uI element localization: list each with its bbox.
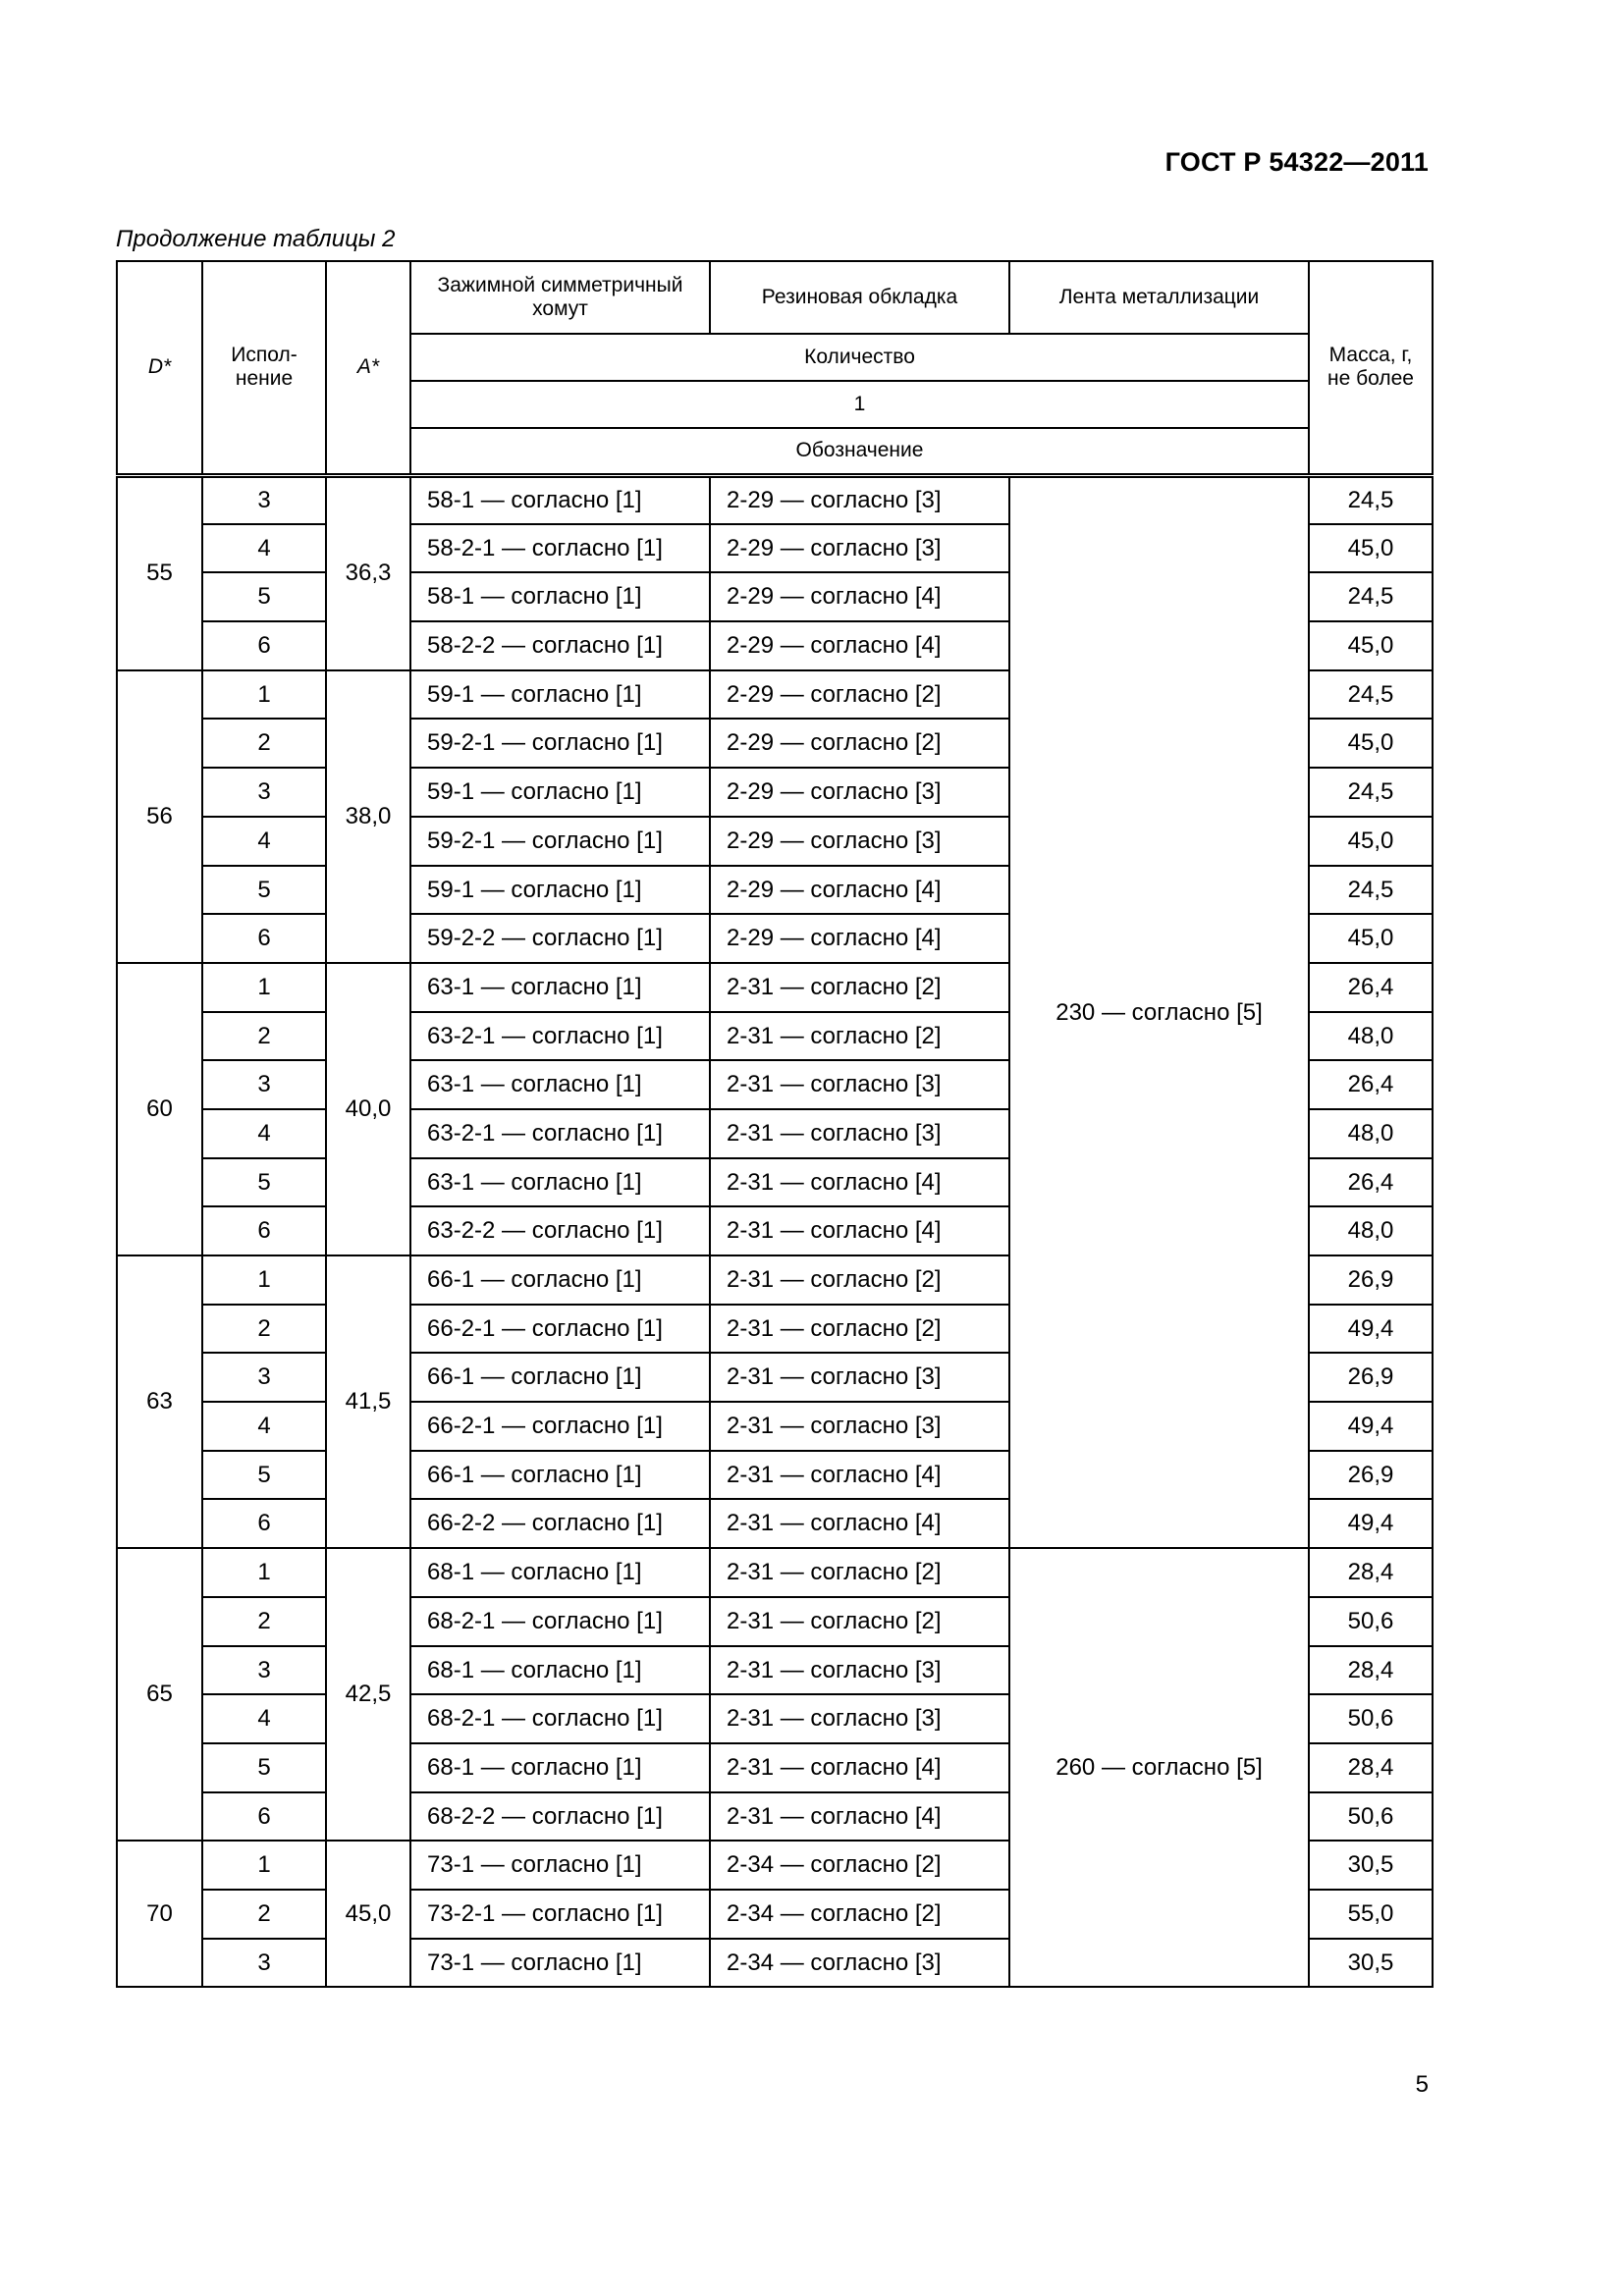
cell-clamp: 73-1 — согласно [1] — [410, 1841, 710, 1890]
cell-version: 3 — [202, 768, 326, 817]
cell-rubber: 2-31 — согласно [2] — [710, 1012, 1009, 1061]
cell-clamp: 59-2-2 — согласно [1] — [410, 914, 710, 963]
document-code: ГОСТ Р 54322—2011 — [1164, 147, 1429, 177]
cell-mass: 24,5 — [1309, 475, 1433, 524]
cell-version: 6 — [202, 1499, 326, 1548]
cell-version: 4 — [202, 524, 326, 573]
cell-version: 5 — [202, 1158, 326, 1207]
cell-clamp: 58-1 — согласно [1] — [410, 475, 710, 524]
cell-rubber: 2-29 — согласно [2] — [710, 719, 1009, 768]
cell-rubber: 2-31 — согласно [2] — [710, 1597, 1009, 1646]
cell-a: 41,5 — [326, 1255, 410, 1548]
cell-mass: 28,4 — [1309, 1548, 1433, 1597]
cell-rubber: 2-31 — согласно [2] — [710, 1255, 1009, 1305]
cell-mass: 26,4 — [1309, 1060, 1433, 1109]
cell-version: 3 — [202, 1353, 326, 1402]
cell-rubber: 2-34 — согласно [3] — [710, 1939, 1009, 1988]
cell-clamp: 66-2-1 — согласно [1] — [410, 1402, 710, 1451]
cell-rubber: 2-31 — согласно [4] — [710, 1499, 1009, 1548]
cell-mass: 30,5 — [1309, 1939, 1433, 1988]
table-row — [117, 475, 1433, 524]
cell-version: 5 — [202, 1743, 326, 1792]
cell-tape: 260 — согласно [5] — [1009, 1548, 1309, 1987]
cell-version: 4 — [202, 1694, 326, 1743]
cell-mass: 50,6 — [1309, 1792, 1433, 1842]
cell-version: 6 — [202, 1206, 326, 1255]
cell-rubber: 2-29 — согласно [4] — [710, 621, 1009, 670]
cell-mass: 48,0 — [1309, 1012, 1433, 1061]
page-number: 5 — [1415, 2071, 1429, 2098]
cell-clamp: 63-1 — согласно [1] — [410, 963, 710, 1012]
cell-rubber: 2-29 — согласно [4] — [710, 572, 1009, 621]
cell-mass: 26,4 — [1309, 1158, 1433, 1207]
cell-mass: 50,6 — [1309, 1694, 1433, 1743]
cell-rubber: 2-31 — согласно [4] — [710, 1743, 1009, 1792]
cell-version: 5 — [202, 1451, 326, 1500]
cell-mass: 48,0 — [1309, 1109, 1433, 1158]
cell-version: 2 — [202, 1597, 326, 1646]
table-row — [117, 1548, 1433, 1597]
cell-mass: 26,9 — [1309, 1255, 1433, 1305]
cell-a: 38,0 — [326, 670, 410, 963]
cell-mass: 49,4 — [1309, 1402, 1433, 1451]
cell-rubber: 2-31 — согласно [4] — [710, 1206, 1009, 1255]
cell-clamp: 66-1 — согласно [1] — [410, 1451, 710, 1500]
cell-clamp: 66-1 — согласно [1] — [410, 1255, 710, 1305]
cell-version: 5 — [202, 572, 326, 621]
cell-version: 6 — [202, 1792, 326, 1842]
table-caption: Продолжение таблицы 2 — [116, 226, 396, 252]
cell-rubber: 2-34 — согласно [2] — [710, 1841, 1009, 1890]
cell-rubber: 2-29 — согласно [4] — [710, 914, 1009, 963]
cell-clamp: 68-2-1 — согласно [1] — [410, 1597, 710, 1646]
cell-a: 36,3 — [326, 475, 410, 670]
header-d: D* — [117, 261, 202, 475]
cell-clamp: 59-2-1 — согласно [1] — [410, 719, 710, 768]
cell-a: 42,5 — [326, 1548, 410, 1841]
cell-tape: 230 — согласно [5] — [1009, 475, 1309, 1548]
cell-mass: 26,4 — [1309, 963, 1433, 1012]
header-a: A* — [326, 261, 410, 475]
cell-d: 70 — [117, 1841, 202, 1987]
cell-mass: 24,5 — [1309, 670, 1433, 720]
cell-clamp: 63-1 — согласно [1] — [410, 1158, 710, 1207]
cell-rubber: 2-31 — согласно [3] — [710, 1646, 1009, 1695]
cell-version: 5 — [202, 866, 326, 915]
cell-rubber: 2-31 — согласно [4] — [710, 1158, 1009, 1207]
cell-mass: 24,5 — [1309, 866, 1433, 915]
cell-rubber: 2-31 — согласно [2] — [710, 1305, 1009, 1354]
cell-d: 56 — [117, 670, 202, 963]
cell-mass: 24,5 — [1309, 572, 1433, 621]
cell-mass: 49,4 — [1309, 1499, 1433, 1548]
cell-rubber: 2-34 — согласно [2] — [710, 1890, 1009, 1939]
cell-version: 1 — [202, 670, 326, 720]
cell-clamp: 59-1 — согласно [1] — [410, 768, 710, 817]
cell-mass: 45,0 — [1309, 719, 1433, 768]
cell-rubber: 2-29 — согласно [3] — [710, 768, 1009, 817]
cell-d: 60 — [117, 963, 202, 1255]
cell-clamp: 66-2-2 — согласно [1] — [410, 1499, 710, 1548]
cell-a: 45,0 — [326, 1841, 410, 1987]
cell-version: 6 — [202, 914, 326, 963]
cell-rubber: 2-31 — согласно [4] — [710, 1451, 1009, 1500]
cell-version: 4 — [202, 1109, 326, 1158]
cell-a: 40,0 — [326, 963, 410, 1255]
cell-clamp: 59-2-1 — согласно [1] — [410, 817, 710, 866]
cell-rubber: 2-31 — согласно [3] — [710, 1060, 1009, 1109]
cell-rubber: 2-31 — согласно [3] — [710, 1353, 1009, 1402]
cell-rubber: 2-29 — согласно [3] — [710, 524, 1009, 573]
cell-rubber: 2-31 — согласно [2] — [710, 963, 1009, 1012]
cell-version: 1 — [202, 1548, 326, 1597]
cell-version: 3 — [202, 1646, 326, 1695]
header-quantity: Количество — [410, 334, 1309, 381]
specification-table — [116, 260, 1434, 1988]
cell-mass: 28,4 — [1309, 1646, 1433, 1695]
header-mass: Масса, г, не более — [1309, 261, 1433, 475]
header-rubber: Резиновая обкладка — [710, 261, 1009, 334]
cell-d: 65 — [117, 1548, 202, 1841]
cell-rubber: 2-31 — согласно [3] — [710, 1402, 1009, 1451]
cell-clamp: 63-2-2 — согласно [1] — [410, 1206, 710, 1255]
cell-clamp: 63-2-1 — согласно [1] — [410, 1012, 710, 1061]
header-quantity-value: 1 — [410, 381, 1309, 428]
cell-mass: 45,0 — [1309, 621, 1433, 670]
cell-clamp: 68-1 — согласно [1] — [410, 1646, 710, 1695]
cell-version: 2 — [202, 719, 326, 768]
cell-rubber: 2-29 — согласно [3] — [710, 817, 1009, 866]
cell-version: 4 — [202, 1402, 326, 1451]
cell-version: 1 — [202, 1255, 326, 1305]
cell-mass: 30,5 — [1309, 1841, 1433, 1890]
cell-mass: 24,5 — [1309, 768, 1433, 817]
header-clamp: Зажимной симметричный хомут — [410, 261, 710, 334]
header-tape: Лента металлизации — [1009, 261, 1309, 334]
cell-mass: 48,0 — [1309, 1206, 1433, 1255]
cell-clamp: 68-2-1 — согласно [1] — [410, 1694, 710, 1743]
cell-rubber: 2-29 — согласно [3] — [710, 475, 1009, 524]
cell-rubber: 2-29 — согласно [2] — [710, 670, 1009, 720]
cell-rubber: 2-31 — согласно [4] — [710, 1792, 1009, 1842]
cell-mass: 28,4 — [1309, 1743, 1433, 1792]
cell-clamp: 58-2-2 — согласно [1] — [410, 621, 710, 670]
cell-d: 55 — [117, 475, 202, 670]
cell-clamp: 63-2-1 — согласно [1] — [410, 1109, 710, 1158]
cell-version: 3 — [202, 475, 326, 524]
cell-rubber: 2-31 — согласно [2] — [710, 1548, 1009, 1597]
cell-clamp: 66-2-1 — согласно [1] — [410, 1305, 710, 1354]
cell-clamp: 73-1 — согласно [1] — [410, 1939, 710, 1988]
cell-version: 2 — [202, 1890, 326, 1939]
cell-mass: 50,6 — [1309, 1597, 1433, 1646]
cell-version: 1 — [202, 1841, 326, 1890]
cell-version: 3 — [202, 1939, 326, 1988]
cell-version: 2 — [202, 1012, 326, 1061]
cell-clamp: 58-2-1 — согласно [1] — [410, 524, 710, 573]
cell-clamp: 68-2-2 — согласно [1] — [410, 1792, 710, 1842]
cell-mass: 26,9 — [1309, 1353, 1433, 1402]
header-designation: Обозначение — [410, 428, 1309, 475]
header-version: Испол- нение — [202, 261, 326, 475]
cell-clamp: 66-1 — согласно [1] — [410, 1353, 710, 1402]
cell-rubber: 2-31 — согласно [3] — [710, 1109, 1009, 1158]
cell-clamp: 59-1 — согласно [1] — [410, 866, 710, 915]
cell-version: 6 — [202, 621, 326, 670]
cell-clamp: 63-1 — согласно [1] — [410, 1060, 710, 1109]
cell-clamp: 68-1 — согласно [1] — [410, 1548, 710, 1597]
cell-version: 3 — [202, 1060, 326, 1109]
cell-version: 2 — [202, 1305, 326, 1354]
cell-clamp: 68-1 — согласно [1] — [410, 1743, 710, 1792]
cell-mass: 49,4 — [1309, 1305, 1433, 1354]
cell-d: 63 — [117, 1255, 202, 1548]
cell-version: 1 — [202, 963, 326, 1012]
cell-clamp: 58-1 — согласно [1] — [410, 572, 710, 621]
cell-clamp: 73-2-1 — согласно [1] — [410, 1890, 710, 1939]
cell-rubber: 2-29 — согласно [4] — [710, 866, 1009, 915]
cell-clamp: 59-1 — согласно [1] — [410, 670, 710, 720]
cell-mass: 45,0 — [1309, 914, 1433, 963]
cell-rubber: 2-31 — согласно [3] — [710, 1694, 1009, 1743]
cell-mass: 45,0 — [1309, 817, 1433, 866]
cell-version: 4 — [202, 817, 326, 866]
cell-mass: 26,9 — [1309, 1451, 1433, 1500]
cell-mass: 45,0 — [1309, 524, 1433, 573]
cell-mass: 55,0 — [1309, 1890, 1433, 1939]
